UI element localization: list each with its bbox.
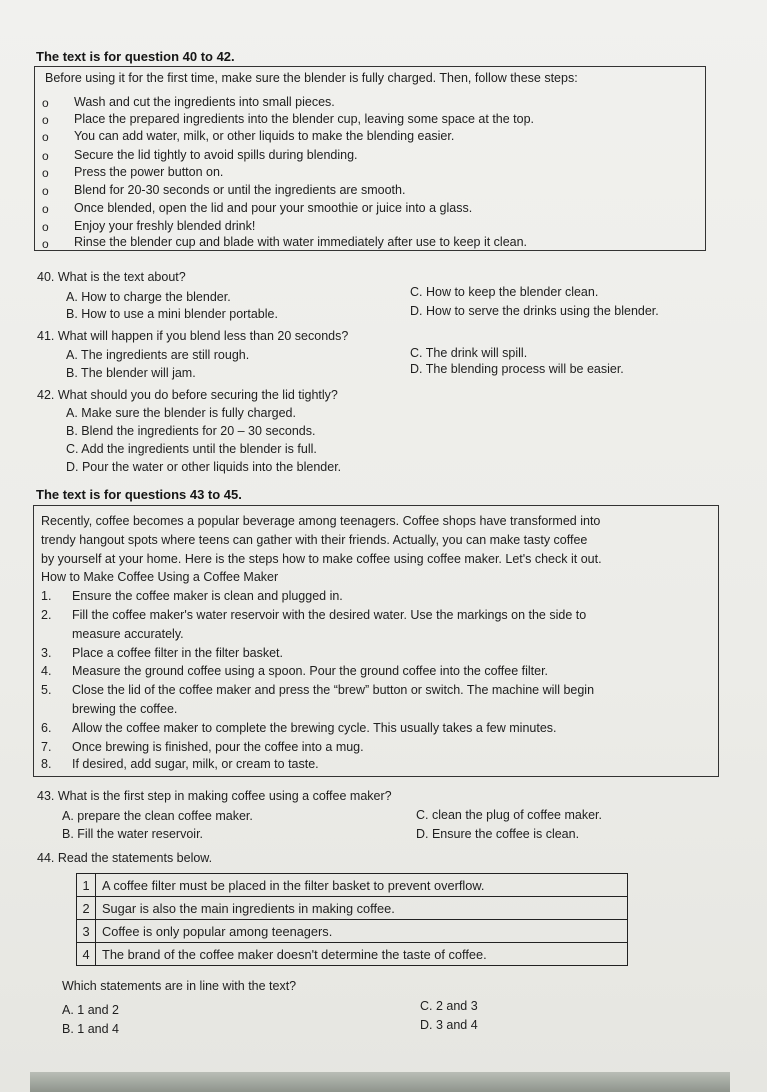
blender-step: Blend for 20-30 seconds or until the ingredients are smooth. — [74, 183, 406, 197]
option-d[interactable]: D. How to serve the drinks using the blender. — [410, 304, 659, 318]
option-a[interactable]: A. Make sure the blender is fully charged. — [66, 406, 296, 420]
table-row — [77, 943, 628, 966]
blender-step: Rinse the blender cup and blade with water immediately after use to keep it clean. — [74, 235, 528, 249]
option-b[interactable]: B. Fill the water reservoir. — [62, 827, 204, 841]
paragraph-line: by yourself at your home. Here is the steps how to make coffee using coffee maker. Let's check it out. — [41, 552, 602, 566]
bullet: o — [42, 130, 49, 144]
blender-step: Enjoy your freshly blended drink! — [74, 219, 256, 233]
step-number: 7. — [41, 740, 52, 754]
step-text: Close the lid of the coffee maker and press the “brew” button or switch. The machine will begin — [72, 683, 595, 697]
blender-step: Wash and cut the ingredients into small pieces. — [74, 95, 335, 109]
followup-question: Which statements are in line with the text? — [62, 979, 297, 993]
option-a[interactable]: A. How to charge the blender. — [66, 290, 231, 304]
step-text: brewing the coffee. — [72, 702, 178, 716]
option-a[interactable]: A. prepare the clean coffee maker. — [62, 809, 253, 823]
step-number: 4. — [41, 664, 52, 678]
option-b[interactable]: B. The blender will jam. — [66, 366, 196, 380]
bullet: o — [42, 237, 49, 251]
statement-number: 3 — [77, 920, 96, 943]
step-text: Measure the ground coffee using a spoon. Pour the ground coffee into the coffee filter. — [72, 664, 549, 678]
bullet: o — [42, 220, 49, 234]
step-number: 1. — [41, 589, 52, 603]
step-number: 5. — [41, 683, 52, 697]
option-d[interactable]: D. Pour the water or other liquids into the blender. — [66, 460, 342, 474]
blender-step: Place the prepared ingredients into the blender cup, leaving some space at the top. — [74, 112, 535, 126]
paragraph-line: trendy hangout spots where teens can gather with their friends. Actually, you can make tasty coffee — [41, 533, 588, 547]
option-b[interactable]: B. 1 and 4 — [62, 1022, 119, 1036]
statement-number: 1 — [77, 874, 96, 897]
option-c[interactable]: C. clean the plug of coffee maker. — [416, 808, 602, 822]
step-text: Ensure the coffee maker is clean and plugged in. — [72, 589, 343, 603]
statement-text: The brand of the coffee maker doesn't determine the taste of coffee. — [96, 943, 628, 966]
step-number: 2. — [41, 608, 52, 622]
bullet: o — [42, 96, 49, 110]
step-text: Once brewing is finished, pour the coffee into a mug. — [72, 740, 364, 754]
page-bottom-edge — [30, 1072, 730, 1092]
question-text: 42. What should you do before securing the lid tightly? — [37, 388, 338, 402]
statement-text: A coffee filter must be placed in the filter basket to prevent overflow. — [96, 874, 628, 897]
table-row — [77, 920, 628, 943]
option-c[interactable]: C. 2 and 3 — [420, 999, 478, 1013]
blender-step: Press the power button on. — [74, 165, 224, 179]
bullet: o — [42, 166, 49, 180]
step-number: 6. — [41, 721, 52, 735]
statement-number: 4 — [77, 943, 96, 966]
statement-text: Coffee is only popular among teenagers. — [96, 920, 628, 943]
question-text: 40. What is the text about? — [37, 270, 186, 284]
coffee-subtitle: How to Make Coffee Using a Coffee Maker — [41, 570, 279, 584]
bullet: o — [42, 149, 49, 163]
option-a[interactable]: A. 1 and 2 — [62, 1003, 119, 1017]
option-d[interactable]: D. 3 and 4 — [420, 1018, 478, 1032]
option-d[interactable]: D. Ensure the coffee is clean. — [416, 827, 580, 841]
blender-step: Once blended, open the lid and pour your smoothie or juice into a glass. — [74, 201, 473, 215]
option-c[interactable]: C. The drink will spill. — [410, 346, 528, 360]
section1-heading: The text is for question 40 to 42. — [36, 49, 235, 64]
paragraph-line: Recently, coffee becomes a popular beverage among teenagers. Coffee shops have transformed into — [41, 514, 601, 528]
question-text: 41. What will happen if you blend less than 20 seconds? — [37, 329, 349, 343]
option-c[interactable]: C. How to keep the blender clean. — [410, 285, 599, 299]
bullet: o — [42, 113, 49, 127]
step-number: 3. — [41, 646, 52, 660]
statement-text: Sugar is also the main ingredients in making coffee. — [96, 897, 628, 920]
step-text: Place a coffee filter in the filter basket. — [72, 646, 283, 660]
table-row — [77, 874, 628, 897]
step-text: Allow the coffee maker to complete the brewing cycle. This usually takes a few minutes. — [72, 721, 557, 735]
blender-step: You can add water, milk, or other liquids to make the blending easier. — [74, 129, 455, 143]
blender-step: Secure the lid tightly to avoid spills during blending. — [74, 148, 358, 162]
step-number: 8. — [41, 757, 52, 771]
statements-table — [76, 873, 628, 966]
section2-heading: The text is for questions 43 to 45. — [36, 487, 242, 502]
option-d[interactable]: D. The blending process will be easier. — [410, 362, 624, 376]
statement-number: 2 — [77, 897, 96, 920]
bullet: o — [42, 202, 49, 216]
option-a[interactable]: A. The ingredients are still rough. — [66, 348, 250, 362]
question-text: 43. What is the first step in making coffee using a coffee maker? — [37, 789, 392, 803]
step-text: Fill the coffee maker's water reservoir with the desired water. Use the markings on the side to — [72, 608, 587, 622]
step-text: measure accurately. — [72, 627, 184, 641]
blender-intro: Before using it for the first time, make sure the blender is fully charged. Then, follow these steps: — [45, 71, 578, 85]
question-text: 44. Read the statements below. — [37, 851, 213, 865]
bullet: o — [42, 184, 49, 198]
option-b[interactable]: B. Blend the ingredients for 20 – 30 seconds. — [66, 424, 316, 438]
option-c[interactable]: C. Add the ingredients until the blender is full. — [66, 442, 317, 456]
table-row — [77, 897, 628, 920]
option-b[interactable]: B. How to use a mini blender portable. — [66, 307, 278, 321]
step-text: If desired, add sugar, milk, or cream to taste. — [72, 757, 319, 771]
